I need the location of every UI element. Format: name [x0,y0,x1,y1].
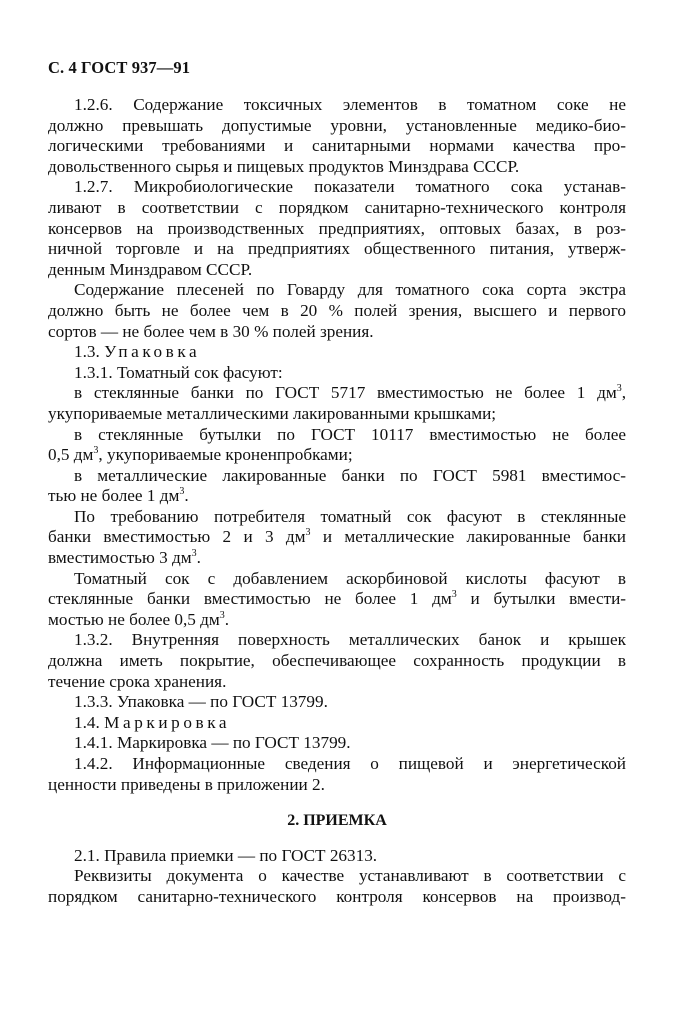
document-body [48,95,626,908]
paragraph-1-4-2 [48,754,626,795]
text-span: стеклянные банки вместимостью не более 1 дм [48,589,452,609]
paragraph-1-3-2 [48,630,626,692]
superscript: 3 [616,383,622,395]
subsection-title: Маркировка [104,712,231,732]
text-span: 0,5 дм [48,445,94,465]
text-line: должна иметь покрытие, обеспечивающее сохранность продукции в [48,651,626,671]
text-line [48,527,626,548]
text-span: вместимостью 3 дм [48,548,192,568]
superscript: 3 [93,445,99,457]
text-line: укупориваемые металлическими лакированными крышками; [48,403,497,423]
text-span: , укупориваемые кроненпробками; [98,445,353,465]
paragraph-1-3-1: 1.3.1. Томатный сок фасуют: [74,362,283,382]
text-span: тью не более 1 дм [48,486,180,506]
paragraph-glass-jars [48,383,626,424]
text-span: . [196,548,201,568]
text-line [48,486,626,507]
text-line: По требованию потребителя томатный сок фасуют в стеклянные [74,506,626,526]
text-line: должно превышать допустимые уровни, установленные медико-био- [48,115,626,135]
superscript: 3 [219,609,225,621]
text-line: должно быть не более чем в 20 % полей зрения, высшего и первого [48,300,626,320]
text-span: в стеклянные банки по ГОСТ 5717 вместимостью не более 1 дм [74,383,617,403]
text-line: консервов на производственных предприятиях, оптовых базах, в роз- [48,218,626,238]
paragraph-1-4-1: 1.4.1. Маркировка — по ГОСТ 13799. [74,733,351,753]
text-line: 1.3.2. Внутренняя поверхность металлических банок и крышек [74,630,626,650]
text-span: мостью не более 0,5 дм [48,609,220,629]
paragraph-ascorbic-acid [48,569,626,631]
paragraph-1-3-3: 1.3.3. Упаковка — по ГОСТ 13799. [74,692,328,712]
text-line: 1.4.2. Информационные сведения о пищевой и энергетической [74,754,626,773]
paragraph-metal-cans [48,466,626,507]
page-header: С. 4 ГОСТ 937—91 [48,58,191,77]
text-line: сортов — не более чем в 30 % полей зрения. [48,321,374,341]
text-line: денным Минздравом СССР. [48,259,253,279]
paragraph-consumer-request [48,507,626,569]
text-line [48,383,626,404]
superscript: 3 [305,527,311,539]
text-line [48,610,626,631]
text-line: ценности приведены в приложении 2. [48,774,325,794]
text-span: , [621,383,626,403]
text-line: в стеклянные бутылки по ГОСТ 10117 вместимостью не более [74,424,626,444]
text-line: ливают в соответствии с порядком санитарно-технического контроля [48,197,626,217]
paragraph-1-2-6 [48,95,626,177]
paragraph-2-1: 2.1. Правила приемки — по ГОСТ 26313. [74,845,378,865]
superscript: 3 [451,589,457,601]
subsection-title: Упаковка [104,342,201,362]
paragraph-requisites [48,866,626,907]
paragraph-glass-bottles [48,425,626,466]
text-line [48,589,626,610]
text-span: и металлические лакированные банки [310,527,627,547]
text-line: в металлические лакированные банки по ГОСТ 5981 вместимос- [74,465,626,485]
text-line: порядком санитарно-технического контроля консервов на производ- [48,886,626,906]
text-span: банки вместимостью 2 и 3 дм [48,527,306,547]
text-line: Реквизиты документа о качестве устанавливают в соответствии с [74,866,626,886]
subsection-number: 1.4. [74,712,100,732]
text-line: Содержание плесеней по Говарду для томатного сока сорта экстра [74,280,626,300]
text-line: логическими требованиями и санитарными нормами качества про- [48,136,626,156]
text-line: 1.2.6. Содержание токсичных элементов в томатном соке не [74,95,626,114]
text-line: Томатный сок с добавлением аскорбиновой кислоты фасуют в [74,568,626,588]
text-span: . [184,486,189,506]
subsection-number: 1.3. [74,342,100,362]
text-line: течение срока хранения. [48,671,227,691]
subsection-heading-1-4 [48,713,626,734]
text-line: 1.2.7. Микробиологические показатели томатного сока устанав- [74,177,626,197]
superscript: 3 [191,548,197,560]
text-span: и бутылки вмести- [456,589,627,609]
text-line: довольственного сырья и пищевых продуктов Минздрава СССР. [48,156,520,176]
text-line: ничной торговле и на предприятиях общественного питания, утверж- [48,239,626,259]
text-line [48,445,626,466]
subsection-heading-1-3 [48,342,626,363]
section-heading-priemka: 2. ПРИЕМКА [287,812,387,830]
paragraph-mold-content [48,280,626,342]
text-line [48,548,626,569]
superscript: 3 [179,486,185,498]
paragraph-1-2-7 [48,177,626,280]
text-span: . [224,609,230,629]
